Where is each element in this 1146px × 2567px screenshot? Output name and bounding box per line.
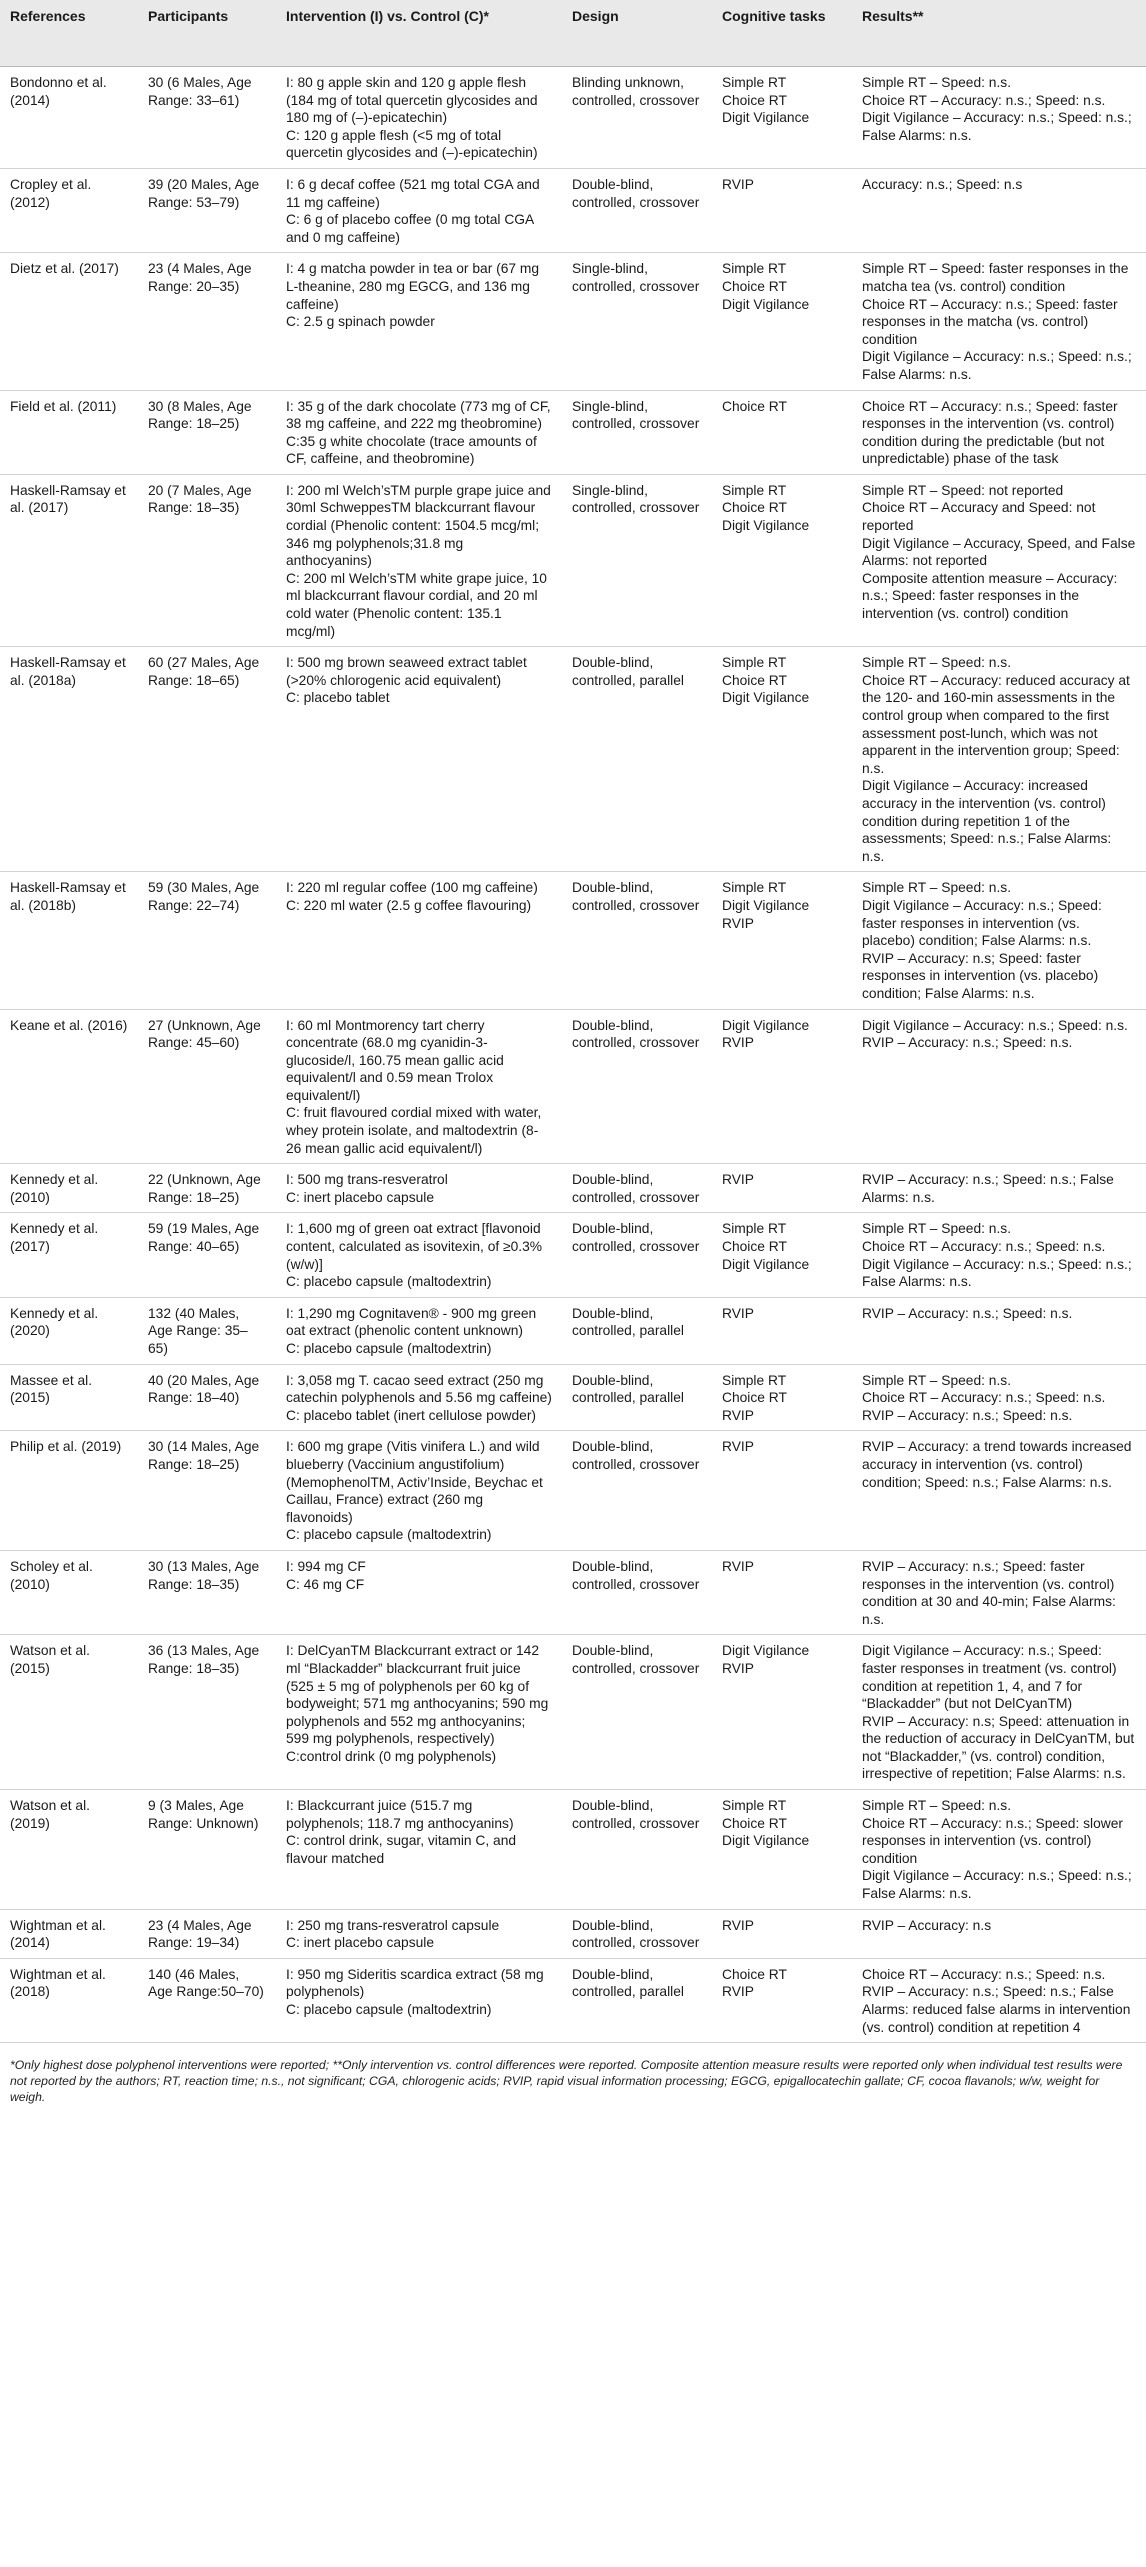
task-line: Digit Vigilance	[722, 518, 810, 534]
result-line: Choice RT – Accuracy and Speed: not reported	[862, 500, 1096, 534]
results-cell	[852, 1635, 1146, 1790]
intervention-line: C: 2.5 g spinach powder	[286, 314, 435, 330]
cognitive-tasks-cell	[712, 1364, 852, 1431]
participants-cell: 20 (7 Males, Age Range: 18–35)	[138, 474, 276, 646]
intervention-line: C: 220 ml water (2.5 g coffee flavouring)	[286, 897, 532, 913]
design-cell: Single-blind, controlled, crossover	[562, 253, 712, 390]
result-line: RVIP – Accuracy: n.s.; Speed: n.s.; False Alarms: n.s.	[862, 1172, 1114, 1205]
table-row	[0, 1790, 1146, 1910]
task-line: RVIP	[722, 1660, 754, 1676]
results-cell	[852, 1297, 1146, 1364]
results-cell	[852, 67, 1146, 169]
design-cell: Double-blind, controlled, parallel	[562, 647, 712, 872]
task-line: Simple RT	[722, 482, 787, 498]
cognitive-tasks-cell	[712, 1790, 852, 1910]
table-footnote: *Only highest dose polyphenol interventions were reported; **Only intervention vs. control differences were reported. Composite attention measure results were reported only when individual test results were not reported by the authors; RT, reaction time; n.s., not significant; CGA, chlorogenic acids; RVIP, rapid visual information processing; EGCG, epigallocatechin gallate; CF, cocoa flavanols; w/w, weight for weigh.	[10, 2058, 1123, 2105]
cognitive-tasks-cell	[712, 1164, 852, 1213]
header-row	[0, 0, 1146, 67]
result-line: Digit Vigilance – Accuracy: n.s.; Speed: n.s.; False Alarms: n.s.	[862, 110, 1132, 143]
task-line: Choice RT	[722, 92, 787, 108]
task-line: Choice RT	[722, 1239, 787, 1255]
header-references: References	[0, 0, 138, 67]
participants-cell: 59 (30 Males, Age Range: 22–74)	[138, 872, 276, 1009]
design-cell: Double-blind, controlled, parallel	[562, 1958, 712, 2042]
reference-cell: Dietz et al. (2017)	[0, 253, 138, 390]
table-row	[0, 67, 1146, 169]
table-row	[0, 1958, 1146, 2042]
reference-cell: Haskell-Ramsay et al. (2018b)	[0, 872, 138, 1009]
design-cell: Single-blind, controlled, crossover	[562, 390, 712, 474]
result-line: RVIP – Accuracy: n.s.; Speed: n.s.; False Alarms: reduced false alarms in intervention (vs. control) condition at repetition 4	[862, 1984, 1131, 2035]
intervention-line: C: placebo capsule (maltodextrin)	[286, 1527, 492, 1543]
task-line: RVIP	[722, 1407, 754, 1423]
task-line: Choice RT	[722, 1966, 787, 1982]
task-line: Choice RT	[722, 1390, 787, 1406]
intervention-line: I: 3,058 mg T. cacao seed extract (250 mg catechin polyphenols and 5.56 mg caffeine)	[286, 1372, 552, 1406]
header-participants: Participants	[138, 0, 276, 67]
task-line: Choice RT	[722, 672, 787, 688]
intervention-line: C: placebo capsule (maltodextrin)	[286, 2002, 492, 2017]
task-line: RVIP	[722, 1035, 754, 1051]
reference-cell: Haskell-Ramsay et al. (2018a)	[0, 647, 138, 872]
intervention-line: C: placebo tablet (inert cellulose powder)	[286, 1407, 537, 1423]
participants-cell: 140 (46 Males, Age Range:50–70)	[138, 1958, 276, 2042]
intervention-line: C: 6 g of placebo coffee (0 mg total CGA and 0 mg caffeine)	[286, 212, 534, 245]
intervention-cell	[276, 1909, 562, 1958]
results-cell	[852, 1790, 1146, 1910]
task-line: RVIP	[722, 915, 754, 931]
cognitive-tasks-cell	[712, 647, 852, 872]
intervention-line: I: 35 g of the dark chocolate (773 mg of CF, 38 mg caffeine, and 222 mg theobromine)	[286, 398, 551, 432]
results-cell	[852, 647, 1146, 872]
task-line: RVIP	[722, 176, 754, 192]
intervention-line: C: fruit flavoured cordial mixed with water, whey protein isolate, and maltodextrin (8-26 mean gallic acid equivalent/l)	[286, 1105, 542, 1156]
result-line: RVIP – Accuracy: n.s; Speed: attenuation in the reduction of accuracy in DelCyanTM, but not “Blackadder,” (vs. control) condition, irrespective of repetition; False Alarms: n.s.	[862, 1713, 1135, 1782]
design-cell: Double-blind, controlled, crossover	[562, 1009, 712, 1164]
participants-cell: 9 (3 Males, Age Range: Unknown)	[138, 1790, 276, 1910]
table-row	[0, 872, 1146, 1009]
participants-cell: 30 (8 Males, Age Range: 18–25)	[138, 390, 276, 474]
task-line: Digit Vigilance	[722, 1256, 810, 1272]
cognitive-tasks-cell	[712, 67, 852, 169]
intervention-cell	[276, 253, 562, 390]
result-line: Simple RT – Speed: n.s.	[862, 1372, 1012, 1388]
intervention-line: C: 46 mg CF	[286, 1576, 365, 1592]
intervention-line: I: 1,600 mg of green oat extract [flavonoid content, calculated as isovitexin, of ≥0.3% (w/w)]	[286, 1221, 543, 1272]
participants-cell: 39 (20 Males, Age Range: 53–79)	[138, 168, 276, 252]
results-cell	[852, 1213, 1146, 1297]
header-design: Design	[562, 0, 712, 67]
cognitive-tasks-cell	[712, 253, 852, 390]
reference-cell: Wightman et al. (2014)	[0, 1909, 138, 1958]
intervention-cell	[276, 1297, 562, 1364]
result-line: RVIP – Accuracy: n.s.; Speed: faster responses in the intervention (vs. control) condition at 30 and 40-min; False Alarms: n.s.	[862, 1558, 1116, 1627]
cognitive-tasks-cell	[712, 168, 852, 252]
result-line: RVIP – Accuracy: n.s	[862, 1917, 992, 1933]
design-cell: Double-blind, controlled, parallel	[562, 1364, 712, 1431]
participants-cell: 40 (20 Males, Age Range: 18–40)	[138, 1364, 276, 1431]
design-cell: Double-blind, controlled, parallel	[562, 1297, 712, 1364]
task-line: Simple RT	[722, 261, 787, 277]
result-line: RVIP – Accuracy: n.s.; Speed: n.s.	[862, 1305, 1073, 1321]
cognitive-tasks-cell	[712, 1958, 852, 2042]
table-row	[0, 1550, 1146, 1634]
reference-cell: Kennedy et al. (2020)	[0, 1297, 138, 1364]
participants-cell: 59 (19 Males, Age Range: 40–65)	[138, 1213, 276, 1297]
results-cell	[852, 1909, 1146, 1958]
table-row	[0, 1297, 1146, 1364]
reference-cell: Kennedy et al. (2017)	[0, 1213, 138, 1297]
result-line: Simple RT – Speed: n.s.	[862, 1798, 1012, 1814]
intervention-line: C:control drink (0 mg polyphenols)	[286, 1748, 497, 1764]
intervention-line: I: 950 mg Sideritis scardica extract (58 mg polyphenols)	[286, 1966, 544, 2000]
task-line: RVIP	[722, 1305, 754, 1321]
result-line: RVIP – Accuracy: n.s.; Speed: n.s.	[862, 1035, 1073, 1051]
intervention-cell	[276, 168, 562, 252]
cognitive-tasks-cell	[712, 1550, 852, 1634]
intervention-cell	[276, 67, 562, 169]
table-row	[0, 1164, 1146, 1213]
intervention-line: I: 1,290 mg Cognitaven® - 900 mg green oat extract (phenolic content unknown)	[286, 1305, 537, 1339]
reference-cell: Haskell-Ramsay et al. (2017)	[0, 474, 138, 646]
design-cell: Double-blind, controlled, crossover	[562, 1550, 712, 1634]
results-cell	[852, 390, 1146, 474]
table-header	[0, 0, 1146, 67]
task-line: Simple RT	[722, 1798, 787, 1814]
intervention-line: C:35 g white chocolate (trace amounts of CF, caffeine, and theobromine)	[286, 433, 537, 467]
intervention-line: I: 500 mg brown seaweed extract tablet (>20% chlorogenic acid equivalent)	[286, 655, 527, 688]
result-line: Simple RT – Speed: n.s.	[862, 655, 1012, 671]
results-cell	[852, 1364, 1146, 1431]
intervention-line: I: 60 ml Montmorency tart cherry concentrate (68.0 mg cyanidin-3-glucoside/l, 160.75 mean gallic acid equivalent/l and 0.59 mean Trolox equivalent/l)	[286, 1017, 504, 1103]
task-line: Simple RT	[722, 655, 787, 671]
result-line: Simple RT – Speed: n.s.	[862, 1221, 1012, 1237]
result-line: Digit Vigilance – Accuracy: n.s.; Speed: n.s.; False Alarms: n.s.	[862, 1256, 1132, 1290]
result-line: Accuracy: n.s.; Speed: n.s	[862, 176, 1023, 192]
result-line: Simple RT – Speed: not reported	[862, 482, 1064, 498]
participants-cell: 60 (27 Males, Age Range: 18–65)	[138, 647, 276, 872]
table-row	[0, 1909, 1146, 1958]
intervention-cell	[276, 1635, 562, 1790]
intervention-cell	[276, 1431, 562, 1551]
intervention-cell	[276, 390, 562, 474]
intervention-line: C: inert placebo capsule	[286, 1189, 435, 1205]
intervention-line: I: 4 g matcha powder in tea or bar (67 mg L-theanine, 280 mg EGCG, and 136 mg caffeine)	[286, 261, 540, 312]
result-line: Choice RT – Accuracy: n.s.; Speed: n.s.	[862, 1390, 1106, 1406]
reference-cell: Watson et al. (2015)	[0, 1635, 138, 1790]
task-line: Simple RT	[722, 880, 787, 896]
reference-cell: Wightman et al. (2018)	[0, 1958, 138, 2042]
cognitive-tasks-cell	[712, 872, 852, 1009]
intervention-line: I: Blackcurrant juice (515.7 mg polyphenols; 118.7 mg anthocyanins)	[286, 1798, 514, 1831]
results-cell	[852, 1431, 1146, 1551]
task-line: RVIP	[722, 1172, 754, 1188]
task-line: RVIP	[722, 1984, 754, 2000]
participants-cell: 132 (40 Males, Age Range: 35–65)	[138, 1297, 276, 1364]
cognitive-tasks-cell	[712, 1009, 852, 1164]
result-line: Digit Vigilance – Accuracy: increased accuracy in the intervention (vs. control) condition during repetition 1 of the assessments; Speed: n.s.; False Alarms: n.s.	[862, 778, 1112, 864]
intervention-line: I: 6 g decaf coffee (521 mg total CGA and 11 mg caffeine)	[286, 176, 540, 210]
reference-cell: Keane et al. (2016)	[0, 1009, 138, 1164]
header-cognitive-tasks: Cognitive tasks	[712, 0, 852, 67]
participants-cell: 23 (4 Males, Age Range: 19–34)	[138, 1909, 276, 1958]
design-cell: Double-blind, controlled, crossover	[562, 168, 712, 252]
results-cell	[852, 872, 1146, 1009]
participants-cell: 27 (Unknown, Age Range: 45–60)	[138, 1009, 276, 1164]
task-line: Choice RT	[722, 1815, 787, 1831]
intervention-line: I: 250 mg trans-resveratrol capsule	[286, 1917, 500, 1933]
intervention-cell	[276, 1550, 562, 1634]
cognitive-tasks-cell	[712, 1431, 852, 1551]
intervention-cell	[276, 1364, 562, 1431]
table-row	[0, 168, 1146, 252]
design-cell: Double-blind, controlled, crossover	[562, 1909, 712, 1958]
intervention-line: I: 994 mg CF	[286, 1558, 366, 1574]
cognitive-tasks-cell	[712, 1635, 852, 1790]
intervention-cell	[276, 1009, 562, 1164]
result-line: Digit Vigilance – Accuracy: n.s.; Speed: n.s.; False Alarms: n.s.	[862, 1868, 1132, 1902]
intervention-line: C: inert placebo capsule	[286, 1935, 435, 1951]
table-row	[0, 1213, 1146, 1297]
result-line: Digit Vigilance – Accuracy: n.s.; Speed: faster responses in treatment (vs. control) condition at repetition 1, 4, and 7 for “Blackadder” (but not DelCyanTM)	[862, 1643, 1117, 1712]
result-line: Simple RT – Speed: n.s.	[862, 880, 1012, 896]
task-line: Digit Vigilance	[722, 1643, 810, 1659]
task-line: Digit Vigilance	[722, 897, 810, 913]
result-line: Composite attention measure – Accuracy: n.s.; Speed: faster responses in the intervention (vs. control) condition	[862, 570, 1118, 622]
participants-cell: 36 (13 Males, Age Range: 18–35)	[138, 1635, 276, 1790]
intervention-cell	[276, 872, 562, 1009]
intervention-line: C: 200 ml Welch’sTM white grape juice, 10 ml blackcurrant flavour cordial, and 20 ml cold water (Phenolic content: 135.1 mcg/ml)	[286, 570, 547, 639]
participants-cell: 30 (6 Males, Age Range: 33–61)	[138, 67, 276, 169]
table-row	[0, 1009, 1146, 1164]
task-line: RVIP	[722, 1917, 754, 1933]
reference-cell: Watson et al. (2019)	[0, 1790, 138, 1910]
task-line: Digit Vigilance	[722, 690, 810, 706]
table-row	[0, 647, 1146, 872]
intervention-line: I: 80 g apple skin and 120 g apple flesh (184 mg of total quercetin glycosides and 180 mg of (–)-epicatechin)	[286, 75, 538, 126]
intervention-cell	[276, 647, 562, 872]
results-cell	[852, 1958, 1146, 2042]
design-cell: Double-blind, controlled, crossover	[562, 1790, 712, 1910]
task-line: RVIP	[722, 1439, 754, 1455]
result-line: Choice RT – Accuracy: n.s.; Speed: faster responses in the intervention (vs. control) condition during the predictable (but not unpredictable) phase of the task	[862, 398, 1118, 467]
intervention-line: I: 200 ml Welch’sTM purple grape juice and 30ml SchweppesTM blackcurrant flavour cordial (Phenolic content: 1504.5 mcg/ml; 346 mg polyphenols;31.8 mg anthocyanins)	[286, 482, 551, 569]
results-cell	[852, 1164, 1146, 1213]
task-line: Digit Vigilance	[722, 296, 810, 312]
table-row	[0, 1431, 1146, 1551]
table-row	[0, 390, 1146, 474]
result-line: Digit Vigilance – Accuracy, Speed, and False Alarms: not reported	[862, 535, 1136, 569]
table-body	[0, 67, 1146, 2043]
results-cell	[852, 474, 1146, 646]
table-row	[0, 253, 1146, 390]
task-line: Digit Vigilance	[722, 110, 810, 126]
result-line: Digit Vigilance – Accuracy: n.s.; Speed: n.s.; False Alarms: n.s.	[862, 349, 1132, 382]
design-cell: Double-blind, controlled, crossover	[562, 1164, 712, 1213]
intervention-line: I: 600 mg grape (Vitis vinifera L.) and wild blueberry (Vaccinium angustifolium) (MemophenolTM, Activ’Inside, Beychac et Caillau, France) extract (260 mg flavonoids)	[286, 1439, 543, 1525]
intervention-line: C: placebo tablet	[286, 690, 390, 706]
task-line: Simple RT	[722, 75, 787, 90]
result-line: RVIP – Accuracy: n.s.; Speed: n.s.	[862, 1407, 1073, 1423]
intervention-line: C: 120 g apple flesh (<5 mg of total quercetin glycosides and (–)-epicatechin)	[286, 127, 538, 161]
intervention-cell	[276, 1164, 562, 1213]
task-line: Simple RT	[722, 1221, 787, 1237]
intervention-cell	[276, 1790, 562, 1910]
results-cell	[852, 1550, 1146, 1634]
task-line: Simple RT	[722, 1372, 787, 1388]
intervention-line: I: 220 ml regular coffee (100 mg caffeine)	[286, 880, 538, 896]
result-line: Digit Vigilance – Accuracy: n.s.; Speed: n.s.	[862, 1017, 1128, 1033]
result-line: Choice RT – Accuracy: n.s.; Speed: faster responses in the matcha (vs. control) condition	[862, 296, 1118, 347]
intervention-line: C: control drink, sugar, vitamin C, and flavour matched	[286, 1833, 517, 1866]
task-line: Digit Vigilance	[722, 1017, 810, 1033]
reference-cell: Kennedy et al. (2010)	[0, 1164, 138, 1213]
result-line: Digit Vigilance – Accuracy: n.s.; Speed: faster responses in intervention (vs. placebo) condition; False Alarms: n.s.	[862, 897, 1102, 949]
reference-cell: Bondonno et al. (2014)	[0, 67, 138, 169]
reference-cell: Cropley et al. (2012)	[0, 168, 138, 252]
table-row	[0, 1364, 1146, 1431]
result-line: Choice RT – Accuracy: n.s.; Speed: n.s.	[862, 1966, 1106, 1982]
design-cell: Double-blind, controlled, crossover	[562, 1635, 712, 1790]
task-line: Choice RT	[722, 398, 787, 414]
task-line: RVIP	[722, 1558, 754, 1574]
cognitive-tasks-cell	[712, 1213, 852, 1297]
results-cell	[852, 253, 1146, 390]
result-line: Choice RT – Accuracy: n.s.; Speed: n.s.	[862, 1239, 1106, 1255]
participants-cell: 30 (13 Males, Age Range: 18–35)	[138, 1550, 276, 1634]
table-row	[0, 1635, 1146, 1790]
intervention-line: I: DelCyanTM Blackcurrant extract or 142 ml “Blackadder” blackcurrant fruit juice (525 ± 5 mg of polyphenols per 60 kg of bodyweight; 571 mg anthocyanins; 590 mg polyphenols and 552 mg anthocyanins; 599 mg polyphenols, respectively)	[286, 1643, 549, 1747]
cognitive-tasks-cell	[712, 1297, 852, 1364]
design-cell: Blinding unknown, controlled, crossover	[562, 67, 712, 169]
design-cell: Double-blind, controlled, crossover	[562, 1213, 712, 1297]
result-line: Simple RT – Speed: faster responses in the matcha tea (vs. control) condition	[862, 261, 1129, 294]
intervention-line: C: placebo capsule (maltodextrin)	[286, 1274, 492, 1290]
reference-cell: Philip et al. (2019)	[0, 1431, 138, 1551]
cognitive-tasks-cell	[712, 1909, 852, 1958]
header-results: Results**	[852, 0, 1146, 67]
design-cell: Double-blind, controlled, crossover	[562, 1431, 712, 1551]
participants-cell: 30 (14 Males, Age Range: 18–25)	[138, 1431, 276, 1551]
intervention-cell	[276, 1213, 562, 1297]
result-line: Simple RT – Speed: n.s.	[862, 75, 1012, 90]
cognitive-tasks-cell	[712, 474, 852, 646]
result-line: Choice RT – Accuracy: n.s.; Speed: slower responses in intervention (vs. control) condition	[862, 1815, 1123, 1866]
task-line: Choice RT	[722, 500, 787, 516]
results-cell	[852, 168, 1146, 252]
reference-cell: Scholey et al. (2010)	[0, 1550, 138, 1634]
result-line: RVIP – Accuracy: n.s; Speed: faster responses in intervention (vs. placebo) condition; False Alarms: n.s.	[862, 950, 1099, 1001]
design-cell: Double-blind, controlled, crossover	[562, 872, 712, 1009]
header-intervention: Intervention (I) vs. Control (C)*	[276, 0, 562, 67]
task-line: Digit Vigilance	[722, 1833, 810, 1849]
intervention-line: I: 500 mg trans-resveratrol	[286, 1172, 448, 1188]
cognitive-tasks-cell	[712, 390, 852, 474]
result-line: Choice RT – Accuracy: n.s.; Speed: n.s.	[862, 92, 1106, 108]
design-cell: Single-blind, controlled, crossover	[562, 474, 712, 646]
result-line: Choice RT – Accuracy: reduced accuracy at the 120- and 160-min assessments in the control group when compared to the first assessment post-lunch, which was not apparent in the intervention group; Speed: n.s.	[862, 672, 1130, 776]
table-row	[0, 474, 1146, 646]
participants-cell: 22 (Unknown, Age Range: 18–25)	[138, 1164, 276, 1213]
reference-cell: Massee et al. (2015)	[0, 1364, 138, 1431]
intervention-cell	[276, 474, 562, 646]
intervention-cell	[276, 1958, 562, 2042]
result-line: RVIP – Accuracy: a trend towards increased accuracy in intervention (vs. control) condition; Speed: n.s.; False Alarms: n.s.	[862, 1439, 1132, 1490]
results-cell	[852, 1009, 1146, 1164]
task-line: Choice RT	[722, 278, 787, 294]
intervention-line: C: placebo capsule (maltodextrin)	[286, 1341, 492, 1356]
participants-cell: 23 (4 Males, Age Range: 20–35)	[138, 253, 276, 390]
reference-cell: Field et al. (2011)	[0, 390, 138, 474]
